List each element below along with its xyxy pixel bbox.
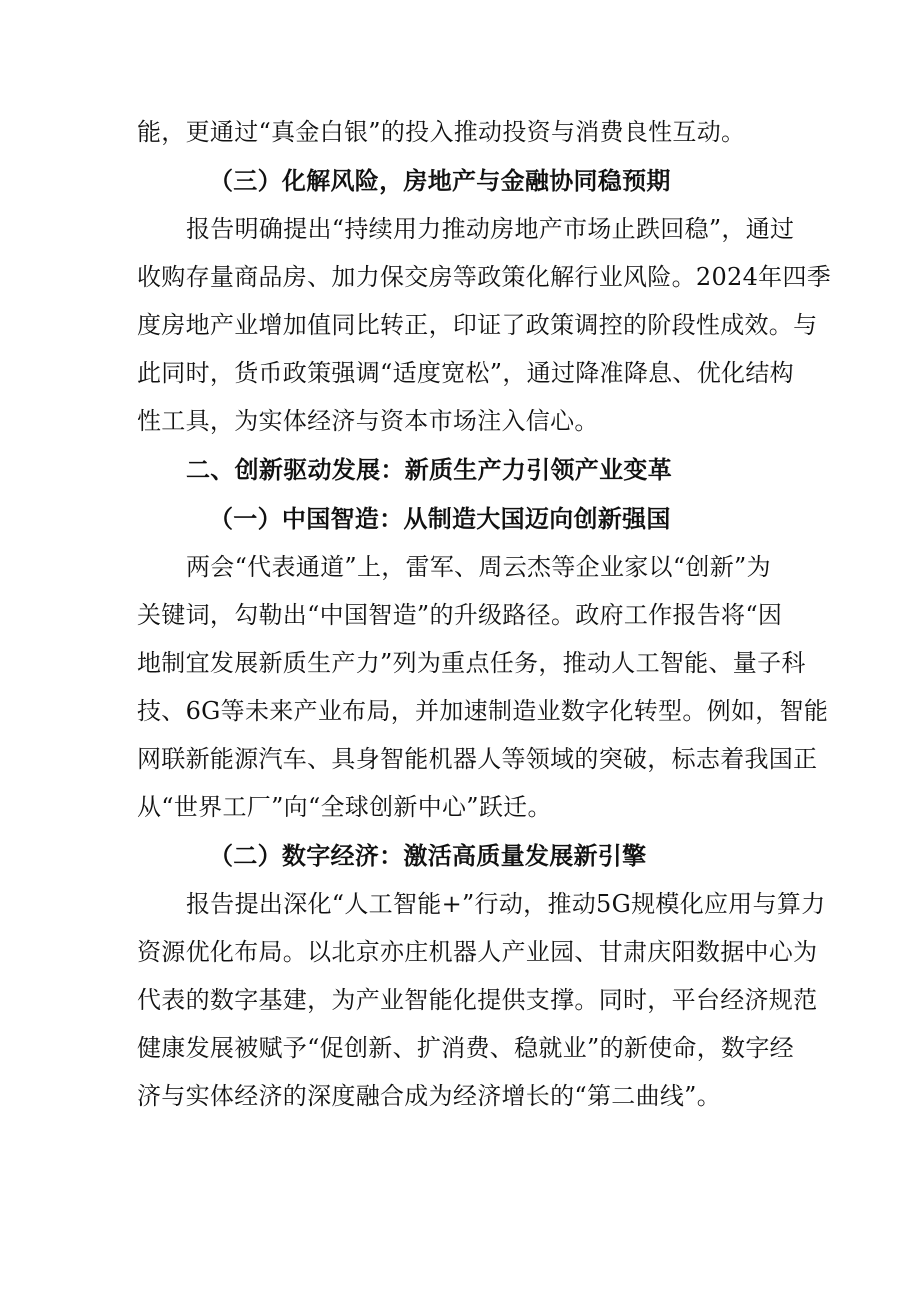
sub-1-line-2: 关键词，勾勒出“中国智造”的升级路径。政府工作报告将“因: [137, 601, 783, 629]
sub-2-line-3: 代表的数字基建，为产业智能化提供支撑。同时，平台经济规范: [137, 986, 818, 1014]
sub-2-line-1: 报告提出深化“人工智能+”行动，推动5G规模化应用与算力: [186, 890, 826, 918]
section-3-line-3: 度房地产业增加值同比转正，印证了政策调控的阶段性成效。与: [137, 311, 818, 339]
sub-1-heading: （一）中国智造：从制造大国迈向创新强国: [209, 504, 671, 533]
section-3-line-2: 收购存量商品房、加力保交房等政策化解行业风险。2024年四季: [137, 263, 832, 291]
part-2-heading: 二、创新驱动发展：新质生产力引领产业变革: [186, 455, 672, 484]
sub-1-line-4: 技、6G等未来产业布局，并加速制造业数字化转型。例如，智能: [137, 697, 829, 725]
section-3-heading: （三）化解风险，房地产与金融协同稳预期: [209, 166, 671, 195]
sub-1-line-5: 网联新能源汽车、具身智能机器人等领域的突破，标志着我国正: [137, 745, 818, 773]
sub-2-line-2: 资源优化布局。以北京亦庄机器人产业园、甘肃庆阳数据中心为: [137, 938, 818, 966]
intro-tail-line: 能，更通过“真金白银”的投入推动投资与消费良性互动。: [137, 118, 746, 146]
sub-2-line-4: 健康发展被赋予“促创新、扩消费、稳就业”的新使命，数字经: [137, 1034, 794, 1062]
section-3-line-1: 报告明确提出“持续用力推动房地产市场止跌回稳”，通过: [186, 215, 795, 243]
sub-2-heading: （二）数字经济：激活高质量发展新引擎: [209, 841, 647, 870]
sub-1-line-6: 从“世界工厂”向“全球创新中心”跃迁。: [137, 793, 552, 821]
section-3-line-5: 性工具，为实体经济与资本市场注入信心。: [137, 407, 599, 435]
sub-1-line-1: 两会“代表通道”上，雷军、周云杰等企业家以“创新”为: [186, 553, 771, 581]
section-3-line-4: 此同时，货币政策强调“适度宽松”，通过降准降息、优化结构: [137, 359, 794, 387]
sub-2-line-5: 济与实体经济的深度融合成为经济增长的“第二曲线”。: [137, 1082, 722, 1110]
sub-1-line-3: 地制宜发展新质生产力”列为重点任务，推动人工智能、量子科: [137, 649, 806, 677]
